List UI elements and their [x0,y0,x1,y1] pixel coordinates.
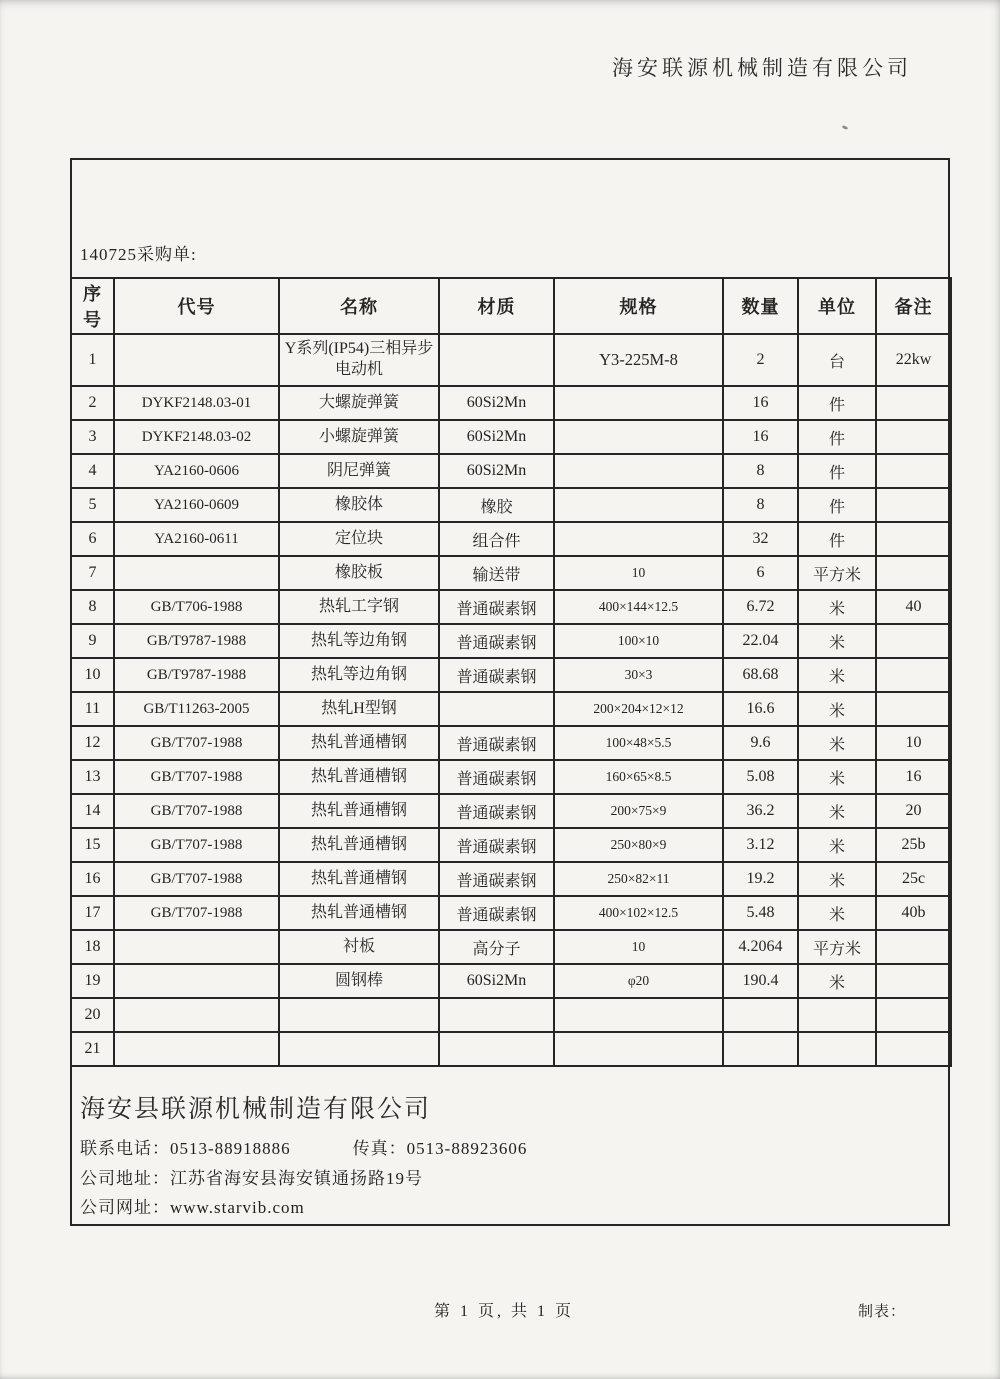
table-cell: DYKF2148.03-01 [114,386,279,420]
table-cell [798,998,876,1032]
table-cell: 20 [876,794,951,828]
table-cell: 米 [798,862,876,896]
table-cell: 件 [798,454,876,488]
table-row [71,726,951,760]
table-cell: 9 [71,624,114,658]
company-info-block [80,1088,527,1223]
table-cell: Y3-225M-8 [554,334,723,386]
table-cell [114,964,279,998]
table-cell: 台 [798,334,876,386]
table-cell: 组合件 [439,522,554,556]
table-cell: 米 [798,590,876,624]
table-cell: 普通碳素钢 [439,658,554,692]
table-row [71,998,951,1032]
table-cell [723,998,798,1032]
table-cell: 米 [798,692,876,726]
table-cell: GB/T706-1988 [114,590,279,624]
table-cell: 热轧工字钢 [279,590,439,624]
table-cell: 定位块 [279,522,439,556]
column-header: 单位 [798,278,876,334]
table-cell: 10 [554,930,723,964]
table-cell: 普通碳素钢 [439,624,554,658]
table-row [71,760,951,794]
table-cell: 橡胶 [439,488,554,522]
table-cell [876,658,951,692]
table-row [71,896,951,930]
table-cell: 橡胶板 [279,556,439,590]
table-cell: 13 [71,760,114,794]
table-cell: 25b [876,828,951,862]
table-cell: GB/T707-1988 [114,896,279,930]
table-cell: 橡胶体 [279,488,439,522]
fax-label: 传真： [352,1138,407,1158]
table-cell: 60Si2Mn [439,454,554,488]
table-cell [554,488,723,522]
table-cell: 10 [71,658,114,692]
purchase-order-table [70,277,952,1067]
table-cell [554,454,723,488]
table-row [71,828,951,862]
table-cell: 米 [798,624,876,658]
table-cell: 25c [876,862,951,896]
table-cell [876,1032,951,1066]
table-cell: 7 [71,556,114,590]
table-cell: GB/T707-1988 [114,828,279,862]
table-cell: 大螺旋弹簧 [279,386,439,420]
table-row [71,334,951,386]
table-cell [439,334,554,386]
table-row [71,590,951,624]
table-cell: 40b [876,896,951,930]
table-cell: 250×80×9 [554,828,723,862]
table-cell: 热轧普通槽钢 [279,862,439,896]
table-cell [876,522,951,556]
column-header: 名称 [279,278,439,334]
table-cell: 米 [798,794,876,828]
table-cell: YA2160-0611 [114,522,279,556]
table-row [71,420,951,454]
table-cell: 17 [71,896,114,930]
table-cell: 19.2 [723,862,798,896]
address-label: 公司地址： [80,1168,170,1188]
table-cell [876,556,951,590]
table-cell [279,998,439,1032]
company-name-large: 海安县联源机械制造有限公司 [80,1096,432,1123]
table-cell [439,998,554,1032]
table-cell: 米 [798,896,876,930]
table-cell: 16.6 [723,692,798,726]
table-cell: GB/T707-1988 [114,794,279,828]
table-cell: 平方米 [798,930,876,964]
phone-label: 联系电话： [80,1138,170,1158]
table-row [71,556,951,590]
website-value: www.starvib.com [170,1198,305,1218]
table-cell: 100×10 [554,624,723,658]
website-line [80,1193,527,1223]
table-row [71,692,951,726]
column-header: 序号 [71,278,114,334]
column-header: 代号 [114,278,279,334]
table-cell [876,930,951,964]
table-cell: 普通碳素钢 [439,726,554,760]
table-cell: 200×75×9 [554,794,723,828]
table-row [71,1032,951,1066]
table-cell: 热轧普通槽钢 [279,726,439,760]
table-cell: 高分子 [439,930,554,964]
table-cell: 16 [876,760,951,794]
table-cell: 6 [723,556,798,590]
table-body [71,334,951,1066]
table-cell: 普通碳素钢 [439,862,554,896]
table-cell: 6 [71,522,114,556]
table-row [71,454,951,488]
table-cell: 米 [798,658,876,692]
table-cell: 米 [798,828,876,862]
table-cell: 16 [723,386,798,420]
contact-line [80,1134,527,1164]
table-cell: 米 [798,726,876,760]
table-cell: YA2160-0609 [114,488,279,522]
table-cell: 2 [723,334,798,386]
website-label: 公司网址： [80,1198,170,1218]
table-cell: 60Si2Mn [439,964,554,998]
table-cell [554,998,723,1032]
table-cell: 16 [723,420,798,454]
table-cell: 10 [554,556,723,590]
table-cell: 8 [723,454,798,488]
fax-number: 0513-88923606 [406,1138,528,1158]
table-row [71,624,951,658]
table-cell [439,692,554,726]
prepared-by-label: 制表： [857,1304,906,1320]
table-cell: GB/T11263-2005 [114,692,279,726]
table-cell: 热轧H型钢 [279,692,439,726]
table-cell [439,1032,554,1066]
table-cell [554,1032,723,1066]
table-cell: GB/T9787-1988 [114,624,279,658]
table-cell: 小螺旋弹簧 [279,420,439,454]
table-cell: 阴尼弹簧 [279,454,439,488]
table-cell: 14 [71,794,114,828]
table-cell: 热轧普通槽钢 [279,794,439,828]
table-cell: GB/T707-1988 [114,726,279,760]
table-cell [114,334,279,386]
table-cell: 普通碳素钢 [439,760,554,794]
table-cell [723,1032,798,1066]
table-cell: 40 [876,590,951,624]
table-cell: 18 [71,930,114,964]
table-cell: 圆钢棒 [279,964,439,998]
document-frame [70,158,950,1226]
table-cell: 100×48×5.5 [554,726,723,760]
table-cell: 160×65×8.5 [554,760,723,794]
column-header: 备注 [876,278,951,334]
table-cell: 3 [71,420,114,454]
table-cell [114,998,279,1032]
table-cell: 热轧等边角钢 [279,624,439,658]
address-line [80,1164,527,1194]
table-cell: 平方米 [798,556,876,590]
phone-number: 0513-88918886 [170,1138,291,1158]
table-cell: 热轧普通槽钢 [279,896,439,930]
table-cell: 热轧普通槽钢 [279,760,439,794]
table-cell: 200×204×12×12 [554,692,723,726]
table-cell [876,454,951,488]
table-cell [554,522,723,556]
table-cell: 22.04 [723,624,798,658]
table-cell: 12 [71,726,114,760]
table-row [71,386,951,420]
address-value: 江苏省海安县海安镇通扬路19号 [170,1168,423,1188]
column-header: 数量 [723,278,798,334]
table-cell [554,386,723,420]
table-row [71,930,951,964]
table-cell: 16 [71,862,114,896]
table-cell: 米 [798,760,876,794]
table-cell: 250×82×11 [554,862,723,896]
table-cell: 68.68 [723,658,798,692]
table-cell [114,556,279,590]
table-cell: 20 [71,998,114,1032]
table-cell: 普通碳素钢 [439,794,554,828]
table-cell: 普通碳素钢 [439,828,554,862]
table-cell: GB/T9787-1988 [114,658,279,692]
column-header: 规格 [554,278,723,334]
table-cell: 热轧等边角钢 [279,658,439,692]
table-cell: φ20 [554,964,723,998]
table-cell: 190.4 [723,964,798,998]
table-cell: 10 [876,726,951,760]
table-cell: 输送带 [439,556,554,590]
page-number-indicator: 第 1 页, 共 1 页 [434,1303,575,1320]
table-row [71,862,951,896]
table-header-row [71,278,951,334]
table-cell: 件 [798,522,876,556]
column-header: 材质 [439,278,554,334]
table-cell: 21 [71,1032,114,1066]
table-cell: GB/T707-1988 [114,862,279,896]
table-cell: 3.12 [723,828,798,862]
table-cell: 4.2064 [723,930,798,964]
table-cell [114,1032,279,1066]
scan-speck [842,125,849,130]
table-cell: 2 [71,386,114,420]
table-cell: 4 [71,454,114,488]
table-cell: 件 [798,488,876,522]
table-cell: 米 [798,964,876,998]
table-cell: 8 [71,590,114,624]
table-cell: 5.08 [723,760,798,794]
table-cell: 30×3 [554,658,723,692]
table-cell: 32 [723,522,798,556]
table-cell: 400×102×12.5 [554,896,723,930]
table-cell: YA2160-0606 [114,454,279,488]
table-cell: 件 [798,420,876,454]
table-row [71,658,951,692]
table-cell: DYKF2148.03-02 [114,420,279,454]
table-row [71,522,951,556]
table-cell: 11 [71,692,114,726]
table-cell: 22kw [876,334,951,386]
page-header-company-name: 海安联源机械制造有限公司 [612,56,912,80]
table-cell [876,420,951,454]
table-cell: 36.2 [723,794,798,828]
table-cell: 9.6 [723,726,798,760]
table-row [71,794,951,828]
table-cell: 6.72 [723,590,798,624]
table-cell [798,1032,876,1066]
table-row [71,488,951,522]
table-cell: 1 [71,334,114,386]
table-cell: 8 [723,488,798,522]
table-cell: 衬板 [279,930,439,964]
table-cell: GB/T707-1988 [114,760,279,794]
table-cell: 60Si2Mn [439,386,554,420]
table-cell: 5.48 [723,896,798,930]
table-cell: Y系列(IP54)三相异步电动机 [279,334,439,386]
table-cell [876,386,951,420]
table-row [71,964,951,998]
table-cell [876,624,951,658]
table-cell: 19 [71,964,114,998]
table-cell: 普通碳素钢 [439,896,554,930]
table-cell [554,420,723,454]
table-cell [876,692,951,726]
purchase-order-title: 140725采购单: [80,245,197,264]
table-cell: 热轧普通槽钢 [279,828,439,862]
table-cell [876,488,951,522]
table-cell: 5 [71,488,114,522]
table-cell: 件 [798,386,876,420]
table-cell [876,964,951,998]
table-cell [279,1032,439,1066]
table-cell: 普通碳素钢 [439,590,554,624]
table-cell: 60Si2Mn [439,420,554,454]
table-cell [876,998,951,1032]
table-cell: 400×144×12.5 [554,590,723,624]
table-cell [114,930,279,964]
table-cell: 15 [71,828,114,862]
